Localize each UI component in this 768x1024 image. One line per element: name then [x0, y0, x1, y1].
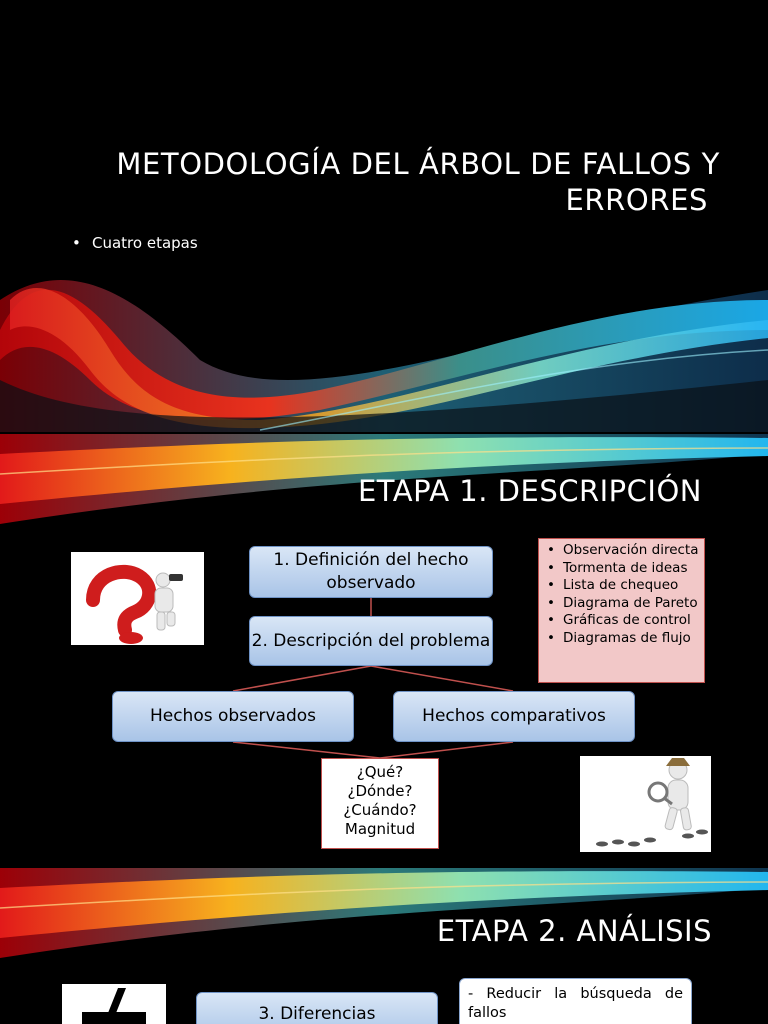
bullet-text: Cuatro etapas [92, 234, 198, 252]
slide-1-title [70, 146, 720, 218]
slide-2-title: ETAPA 1. DESCRIPCIÓN [357, 474, 702, 508]
tools-list [543, 542, 700, 647]
detective-image [580, 756, 711, 852]
tool-item: • Diagramas de flujo [543, 630, 700, 648]
title-line-1: METODOLOGÍA DEL ÁRBOL DE FALLOS Y [116, 147, 720, 181]
slide-3 [0, 868, 768, 1024]
note-box [459, 978, 692, 1024]
question-mark-image [71, 552, 204, 645]
bullet-item [72, 234, 198, 252]
slide-3-title: ETAPA 2. ANÁLISIS [436, 914, 712, 948]
slide-2 [0, 434, 768, 866]
note-text: - Reducir la búsqueda de fallos [468, 986, 683, 1021]
facts-observed-label: Hechos observados [149, 706, 317, 726]
questions-box [321, 758, 439, 849]
facts-comparative-box [393, 691, 635, 742]
tools-list-box [538, 538, 705, 683]
title-line-2: ERRORES [565, 183, 708, 217]
step-2-label: 2. Descripción del problema [251, 630, 491, 651]
balance-scale-image [62, 984, 166, 1024]
tool-item: • Tormenta de ideas [543, 560, 700, 578]
step-1-label: 1. Definición del hecho observado [273, 550, 469, 593]
question-where: ¿Dónde? [347, 782, 413, 800]
step-1-box [249, 546, 493, 598]
tool-item: • Observación directa [543, 542, 700, 560]
step-3-box [196, 992, 438, 1024]
step-2-box [249, 616, 493, 666]
bullet-icon: • [72, 234, 81, 252]
question-what: ¿Qué? [356, 763, 404, 781]
tool-item: • Gráficas de control [543, 612, 700, 630]
question-magnitude: Magnitud [344, 820, 416, 838]
tool-item: • Diagrama de Pareto [543, 595, 700, 613]
tool-item: • Lista de chequeo [543, 577, 700, 595]
slide-1 [0, 0, 768, 432]
step-3-label: 3. Diferencias [258, 1004, 376, 1024]
facts-comparative-label: Hechos comparativos [422, 706, 606, 726]
facts-observed-box [112, 691, 354, 742]
question-when: ¿Cuándo? [343, 801, 417, 819]
